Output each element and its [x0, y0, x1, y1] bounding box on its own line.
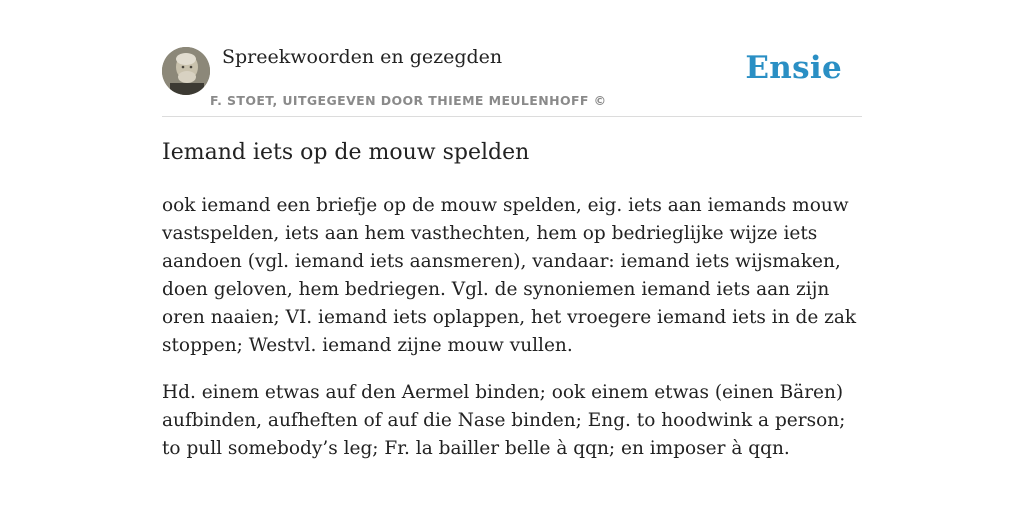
author-avatar[interactable]	[162, 47, 210, 95]
ensie-logo[interactable]: Ensie	[745, 50, 842, 86]
entry-paragraph: ook iemand een briefje op de mouw spelden, eig. iets aan iemands mouw vastspelden, iets aan hem vasthechten, hem op bedrieglijke wijze iets aandoen (vgl. iemand iets aansmeren), vandaar: iemand iets wijsmaken, doen geloven, hem bedriegen. Vgl. de synoniemen iemand iets aan zijn oren naaien; VI. iemand iets oplappen, het vroegere iemand iets in de zak stoppen; Westvl. iemand zijne mouw vullen.	[162, 195, 857, 356]
entry-paragraph: Hd. einem etwas auf den Aermel binden; ook einem etwas (einen Bären) aufbinden, aufheften of auf die Nase binden; Eng. to hoodwink a person; to pull somebody’s leg; Fr. la bailler belle à qqn; en imposer à qqn.	[162, 382, 846, 459]
book-source: F. STOET, UITGEGEVEN DOOR THIEME MEULENHOFF ©	[210, 93, 607, 108]
portrait-image	[162, 47, 210, 95]
book-title[interactable]: Spreekwoorden en gezegden	[222, 46, 503, 68]
entry-title: Iemand iets op de mouw spelden	[162, 140, 530, 165]
entry-body	[162, 192, 864, 482]
header	[162, 46, 862, 117]
